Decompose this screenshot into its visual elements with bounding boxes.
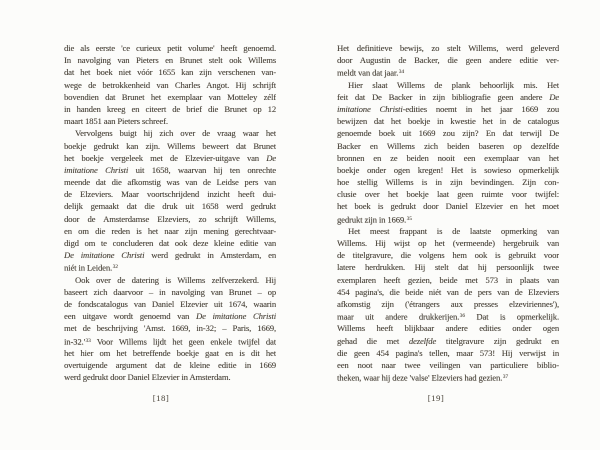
text-line: Het definitieve bewijs, zo stelt Willems, werd geleverd (337, 43, 559, 53)
text-line: maart 1851 aan Pieters schreef. (64, 116, 168, 127)
text-line: door Augustin de Backer, die geen andere editie ver- (337, 55, 559, 66)
text-line: bronnen en ze beiden nooit een exemplaar van het (337, 152, 559, 163)
text-line: meende dat die afkomstig was van de Leidse pers van (64, 177, 276, 188)
text-line: dat het boek niet vóór 1655 kan zijn verschenen van- (64, 67, 276, 78)
text-line: in-32.'$^{33}$ Voor Willems lijdt het geen enkele twijfel dat (64, 336, 276, 347)
page-right-text-column (337, 42, 559, 383)
text-line: imitatione Christi-edities noemt in het jaar 1669 zou (337, 103, 559, 114)
text-line: gedrukt zijn in 1669.35 (337, 214, 412, 225)
text-line: afkomstig zijn ('étrangers aux presses elzeviriennes'), (337, 298, 559, 309)
text-line: baseert zich daarvoor – in navolging van Brunet – op (64, 286, 276, 297)
page-left-text-column (64, 42, 276, 383)
text-line: gehad die met dezelfde titelgravure zijn gedrukt en (337, 335, 559, 346)
text-line: Ook over de datering is Willems zelfverzekerd. Hij (75, 274, 276, 285)
text-line: het hier om het betreffende boekje gaat en is dit het (64, 347, 276, 358)
text-line: Vervolgens buigt hij zich over de vraag waar het (75, 128, 276, 139)
page-number-left: [18] (152, 393, 170, 403)
text-line: hoe stellig Willems is in zijn bevindingen. Zijn con- (337, 177, 559, 188)
text-line: die geen 454 pagina's tellen, maar 573! Hij verwijst in (337, 347, 559, 358)
text-line: meldt van dat jaar.$^{34}$ (337, 68, 405, 79)
text-line: de titelgravure, die volgens hem ook is gebruikt voor (337, 250, 559, 261)
text-line: een uitgave wordt genoemd van De imitatione Christi (64, 311, 276, 322)
text-line: In navolging van Pieters en Brunet stelt ook Willems (64, 55, 276, 66)
text-line: clusie over het boekje laat geen ruimte voor twijfel: (337, 189, 559, 200)
text-line: in handen kreeg en citeert de brief die Brunet op 12 (64, 103, 276, 114)
text-line: het boekje vergeleek met de Elzevier-uitgave van De (64, 152, 276, 163)
text-line: door de Amsterdamse Elzeviers, zo schrijft Willems, (64, 213, 276, 224)
text-line: Hier slaat Willems de plank behoorlijk mis. Het (348, 79, 559, 90)
text-line: boekje onder ogen kregen! Het is sowieso opmerkelijk (337, 164, 559, 175)
text-line: theken, waar hij deze 'valse' Elzeviers had gezien.$^{37}$ (337, 372, 509, 383)
text-line: Het meest frappant is de laatste opmerking van (348, 225, 559, 236)
text-line: Willems heeft blijkbaar andere edities onder ogen (337, 323, 559, 334)
page-number-right: [19] (427, 393, 445, 403)
text-line: wege de betrokkenheid van Charles Angot. Hij schrijft (64, 79, 276, 90)
text-line: een noot naar twee veilingen van particuliere biblio- (337, 359, 559, 370)
text-line: werd gedrukt door Daniel Elzevier in Amsterdam. (64, 372, 231, 383)
text-line: het boek is gedrukt door Daniel Elzevier en het moet (337, 201, 559, 212)
text-line: De imitatione Christi werd gedrukt in Amsterdam, en (64, 250, 276, 261)
text-line: Willems. Hij wijst op het (vermeende) hergebruik van (337, 238, 559, 248)
text-line: met de beschrijving 'Amst. 1669, in-32; – Paris, 1669, (64, 323, 276, 334)
text-line: delijk gemaakt dat die druk uit 1658 werd gedrukt (64, 201, 276, 212)
text-line: latere herdrukken. Hij stelt dat hij persoonlijk twee (337, 262, 559, 273)
text-line: die als eerste 'ce curieux petit volume' heeft genoemd. (64, 43, 276, 53)
text-line: maar uit andere drukkerijen.$^{36}$ Dat is opmerkelijk. (337, 311, 559, 322)
text-line: de fondscatalogus van Daniel Elzevier uit 1674, waarin (64, 298, 276, 309)
text-line: digd om te concluderen dat ook deze kleine editie van (64, 238, 276, 248)
text-line: de Elzeviers. Maar voortschrijdend inzicht heeft dui- (64, 189, 276, 200)
text-line: niét in Leiden.$^{32}$ (64, 263, 118, 274)
text-line: imitatione Christi uit 1658, waarvan hij ten onrechte (64, 164, 276, 175)
text-line: exemplaren heeft gezien, beide met 573 in plaats van (337, 274, 559, 285)
text-line: boekje gedrukt kan zijn. Willems beweert dat Brunet (64, 140, 276, 151)
text-line: bovendien dat Brunet het exemplaar van Motteley zélf (64, 91, 276, 102)
text-line: en om die reden is het naar zijn mening gerechtvaar- (64, 225, 276, 236)
text-line: feit dat De Backer in zijn bibliografie geen andere De (337, 91, 559, 102)
text-line: 454 pagina's, die beide niét van de pers van de Elzeviers (337, 286, 559, 297)
text-line: genoemde boek uit 1669 zou zijn? En dat terwijl De (337, 128, 559, 139)
text-line: Backer en Willems zich beiden baseren op dezelfde (337, 140, 559, 151)
text-line: bewijzen dat het boekje in kwestie het in de catalogus (337, 116, 559, 127)
text-line: overtuigende argument dat de kleine editie in 1669 (64, 359, 276, 370)
